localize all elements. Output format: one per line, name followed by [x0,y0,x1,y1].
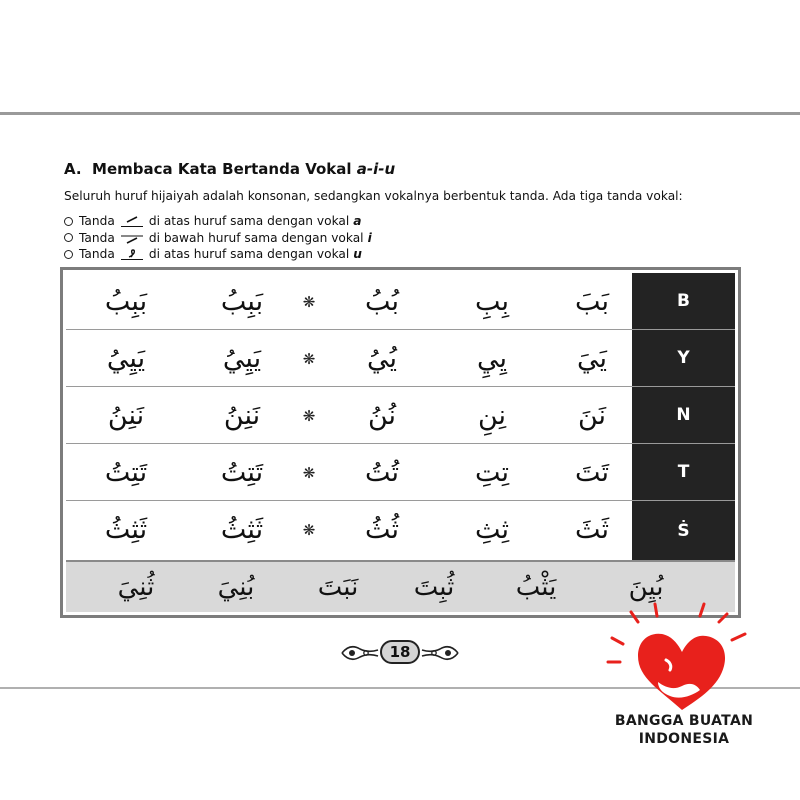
table-cell: يُيُ [366,343,398,374]
table-row-n [66,387,735,444]
bullet-description: di atas huruf sama dengan vokal [148,214,350,228]
table-cell: ثَثَ [574,514,610,545]
dammah-icon [119,247,145,261]
practice-word: يَثْبُ [515,572,557,602]
table-cell: تَتَ [574,457,610,488]
asterisk-separator-icon: ❋ [302,292,316,311]
row-letter-label: Y [632,330,735,387]
table-cell: ثَثِثُ [104,514,148,545]
bullet-circle-icon [64,217,73,226]
vowel-mark-item-a [64,213,372,230]
bullet-description: di bawah huruf sama dengan vokal [148,230,364,245]
vowel-mark-item-u [64,246,372,263]
practice-word: ثُنِيَ [117,572,155,602]
table-cell: تُتُ [364,457,400,488]
kasrah-icon [119,231,145,245]
table-cell: يَيِيُ [106,343,146,374]
table-cell: يِيِ [476,343,508,374]
section-title-vowels: a-i-u [356,160,396,178]
row-letter-label: Ṡ [632,501,735,560]
reading-table [60,267,741,618]
row-letter-label: B [632,273,735,330]
fathah-icon [119,214,145,228]
vowel-mark-list [64,213,372,263]
asterisk-separator-icon: ❋ [302,463,316,482]
table-row-y [66,330,735,387]
bullet-vowel: i [367,230,372,245]
practice-word: بُيِنَ [628,572,664,602]
header-rule [0,112,800,115]
table-row-t [66,444,735,501]
bullet-label: Tanda [79,247,115,261]
page-number-ornament [338,638,462,668]
table-cell: ثَثِثُ [220,514,264,545]
table-cell: يَيِيُ [222,343,262,374]
table-cell: بِبِ [474,286,510,317]
table-cell: نُنُ [367,400,397,431]
syllable-grid [66,273,735,560]
practice-word: نَبَتَ [317,572,359,602]
table-cell: يَيَ [576,343,608,374]
logo-text-line2: INDONESIA [638,731,730,747]
logo-text-line1: BANGGA BUATAN [614,713,754,729]
section-prefix: A. [64,160,82,178]
table-row-b [66,273,735,330]
section-title-text: Membaca Kata Bertanda Vokal [92,160,352,178]
table-cell: نَنِنُ [223,400,261,431]
row-letter-label: N [632,387,735,444]
table-cell: نِنِ [477,400,507,431]
bullet-vowel: u [353,247,362,261]
asterisk-separator-icon: ❋ [302,349,316,368]
bullet-circle-icon [64,250,73,259]
vowel-mark-item-i [64,230,372,247]
asterisk-separator-icon: ❋ [302,520,316,539]
table-cell: تَتِتُ [104,457,148,488]
table-cell: بَبِبُ [104,286,148,317]
table-cell: ثِثِ [474,514,510,545]
bullet-label: Tanda [79,230,115,245]
bullet-description: di atas huruf sama dengan vokal [148,247,350,261]
bullet-circle-icon [64,233,73,242]
asterisk-separator-icon: ❋ [302,406,316,425]
table-cell: تِتِ [474,457,510,488]
intro-paragraph: Seluruh huruf hijaiyah adalah konsonan, sedangkan vokalnya berbentuk tanda. Ada tiga tanda vokal: [64,189,683,203]
practice-word: بُنِيَ [217,572,255,602]
table-row-s [66,501,735,560]
bullet-vowel: a [353,214,362,228]
table-cell: بُبُ [364,286,400,317]
practice-word: ثُبِتَ [413,572,455,602]
table-cell: نَنَ [577,400,607,431]
bullet-label: Tanda [79,214,115,228]
row-letter-label: T [632,444,735,501]
table-cell: بَبِبُ [220,286,264,317]
section-title [64,160,395,178]
page-number: 18 [380,640,420,664]
table-cell: ثُثُ [364,514,400,545]
table-cell: تَتِتُ [220,457,264,488]
table-cell: نَنِنُ [107,400,145,431]
table-cell: بَبَ [574,286,610,317]
